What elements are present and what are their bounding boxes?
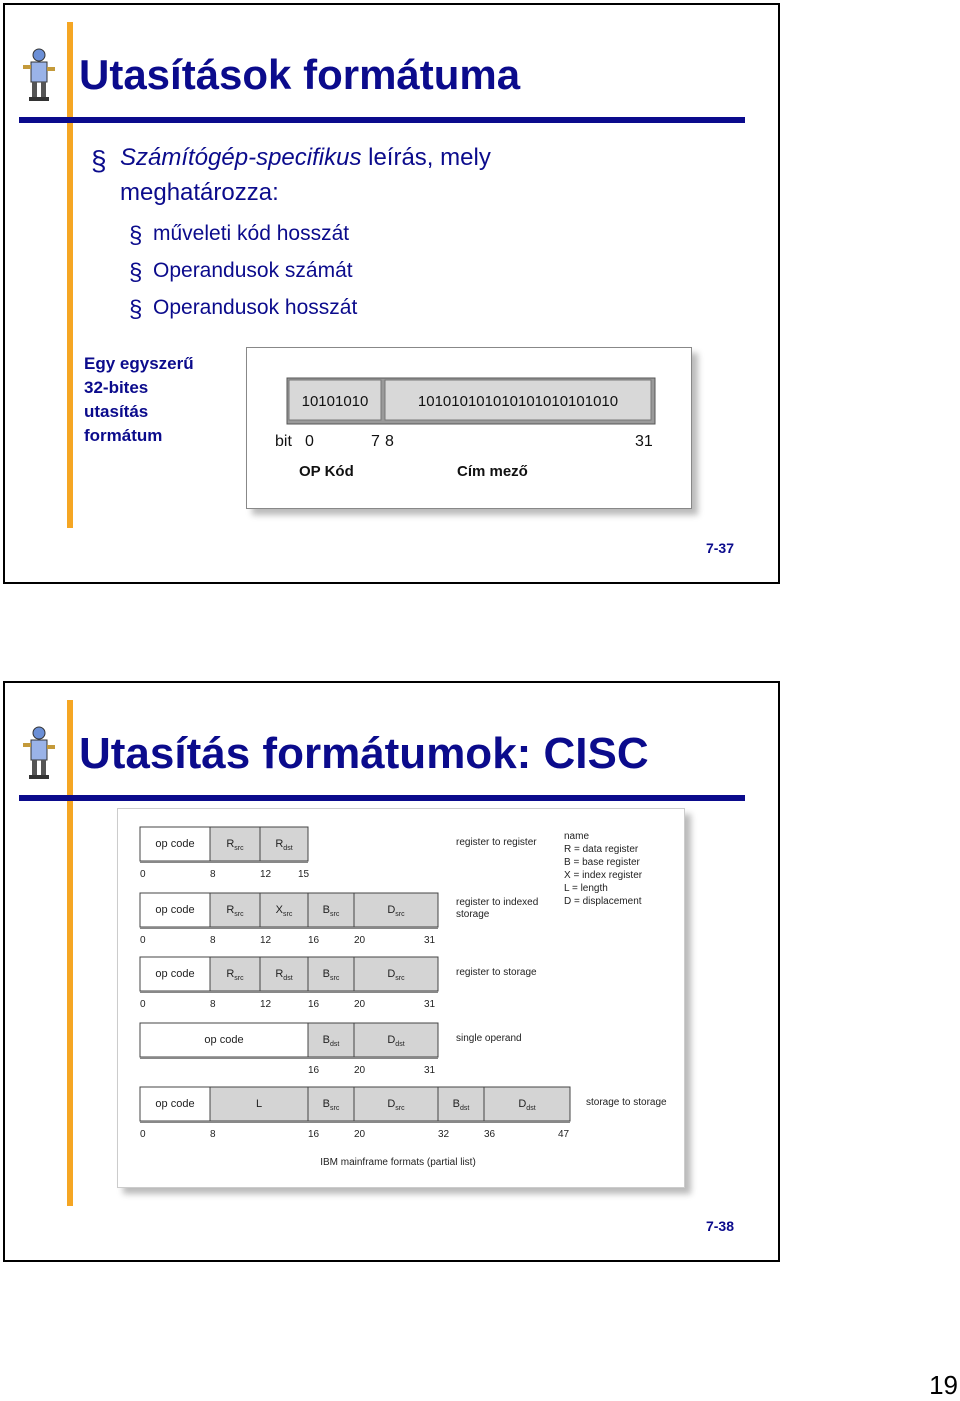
format-cell-label: $R_{src}$ xyxy=(226,904,244,918)
legend-entry: D = displacement xyxy=(564,896,642,907)
format-cell-label: op code xyxy=(155,904,195,916)
format-cell xyxy=(354,1087,438,1121)
format-cell-label: $R_{src}$ xyxy=(226,968,244,982)
format-cell-label: $R_{src}$ xyxy=(226,838,244,852)
format-cell-label: $D_{src}$ xyxy=(387,1098,405,1112)
format-cell-label: $X_{src}$ xyxy=(275,904,293,918)
bit-tick: 47 xyxy=(558,1129,570,1140)
bit-tick: 20 xyxy=(354,1065,366,1076)
sub-item-1: műveleti kód hosszát xyxy=(153,222,350,245)
sub-item-3: Operandusok hosszát xyxy=(153,296,358,319)
side-label: Egy egyszerű 32-bites utasítás formátum xyxy=(84,354,194,445)
format-cell-label: $D_{dst}$ xyxy=(387,1034,405,1048)
format-cell xyxy=(484,1087,570,1121)
bit-tick: 12 xyxy=(260,869,272,880)
bullet-text-line2: meghatározza: xyxy=(120,179,279,206)
format-cell-label: $B_{src}$ xyxy=(322,904,340,918)
bit-tick: 0 xyxy=(140,869,146,880)
bit-tick: 0 xyxy=(140,935,146,946)
sub-bullet-icon: § xyxy=(129,222,143,249)
bit-tick: 8 xyxy=(210,999,216,1010)
bit-tick: 0 xyxy=(140,999,146,1010)
bullet-text: Számítógép-specifikus leírás, mely xyxy=(120,144,491,171)
format-cell xyxy=(438,1087,484,1121)
accent-bar-vertical xyxy=(67,700,73,1206)
tick-label: 0 xyxy=(305,433,314,450)
slide-page-number: 7-37 xyxy=(705,540,734,556)
bit-tick: 8 xyxy=(210,935,216,946)
legend-entry: name xyxy=(564,831,590,842)
bit-tick: 15 xyxy=(298,869,310,880)
legend-entry: R = data register xyxy=(564,844,639,855)
format-cell xyxy=(308,1087,354,1121)
bit-tick: 16 xyxy=(308,935,320,946)
legend-entry: X = index register xyxy=(564,870,643,881)
field-label-opcode: OP Kód xyxy=(299,463,354,480)
format-cell-label: op code xyxy=(155,1098,195,1110)
sub-item-2: Operandusok számát xyxy=(153,259,353,282)
format-description: register to register xyxy=(456,837,537,848)
format-cell xyxy=(210,957,260,991)
robot-mascot-icon xyxy=(19,45,59,105)
bit-tick: 8 xyxy=(210,869,216,880)
bit-tick: 12 xyxy=(260,999,272,1010)
opcode-bits: 10101010 xyxy=(301,393,369,410)
document-page-number: 19 xyxy=(929,1370,958,1400)
format-cell-label: op code xyxy=(155,968,195,980)
bit-tick: 16 xyxy=(308,1065,320,1076)
bit-tick: 8 xyxy=(210,1129,216,1140)
format-cell-label: $B_{dst}$ xyxy=(452,1098,470,1112)
bit-tick: 0 xyxy=(140,1129,146,1140)
format-description: single operand xyxy=(456,1033,522,1044)
format-cell-label: $D_{src}$ xyxy=(387,968,405,982)
address-bits: 101010101010101010101010 xyxy=(417,393,619,410)
bullet-icon: § xyxy=(91,145,107,176)
slide-1 xyxy=(3,3,780,584)
bit-tick: 20 xyxy=(354,1129,366,1140)
bit-tick: 32 xyxy=(438,1129,450,1140)
format-cell xyxy=(308,957,354,991)
tick-label: 31 xyxy=(635,433,653,450)
accent-bar-vertical xyxy=(67,22,73,528)
tick-label: 7 xyxy=(371,433,380,450)
bit-tick: 31 xyxy=(424,935,436,946)
accent-bar-horizontal xyxy=(19,117,745,123)
bit-tick: 36 xyxy=(484,1129,496,1140)
bit-tick: 12 xyxy=(260,935,272,946)
bit-tick: 31 xyxy=(424,999,436,1010)
format-description: storage xyxy=(456,909,490,920)
format-description: register to indexed xyxy=(456,897,539,908)
format-description: register to storage xyxy=(456,967,537,978)
format-cell xyxy=(354,1023,438,1057)
format-cell-label: $B_{dst}$ xyxy=(322,1034,340,1048)
format-cell xyxy=(354,893,438,927)
sub-bullet-icon: § xyxy=(129,296,143,323)
format-cell-label: $R_{dst}$ xyxy=(275,838,293,852)
bit-tick: 31 xyxy=(424,1065,436,1076)
figure-caption: IBM mainframe formats (partial list) xyxy=(320,1157,476,1168)
bit-tick: 16 xyxy=(308,999,320,1010)
format-cell xyxy=(260,827,308,861)
format-cell-label: $D_{src}$ xyxy=(387,904,405,918)
bit-tick: 16 xyxy=(308,1129,320,1140)
slide-page-number: 7-38 xyxy=(705,1218,734,1234)
cisc-formats-figure xyxy=(117,808,685,1188)
format-description: storage to storage xyxy=(586,1097,667,1108)
format-cell xyxy=(210,893,260,927)
bit-tick: 20 xyxy=(354,935,366,946)
format-cell-label: L xyxy=(255,1098,263,1110)
format-cell xyxy=(260,957,308,991)
format-cell xyxy=(308,893,354,927)
format-cell xyxy=(260,893,308,927)
robot-mascot-icon xyxy=(19,723,59,783)
tick-label: 8 xyxy=(385,433,394,450)
field-label-address: Cím mező xyxy=(457,463,528,480)
format-cell-label: $R_{dst}$ xyxy=(275,968,293,982)
format-cell-label: $B_{src}$ xyxy=(322,1098,340,1112)
sub-bullet-icon: § xyxy=(129,259,143,286)
format-cell xyxy=(210,827,260,861)
format-cell-label: $D_{dst}$ xyxy=(518,1098,536,1112)
format-cell xyxy=(354,957,438,991)
bit-tick: 20 xyxy=(354,999,366,1010)
legend-entry: B = base register xyxy=(564,857,640,868)
format-cell xyxy=(308,1023,354,1057)
slide-title: Utasítás formátumok: CISC xyxy=(79,729,649,778)
legend-entry: L = length xyxy=(564,883,608,894)
slide-title: Utasítások formátuma xyxy=(79,51,521,98)
bit-label: bit xyxy=(275,433,292,450)
format-cell-label: op code xyxy=(204,1034,244,1046)
instruction-format-figure xyxy=(246,347,692,509)
accent-bar-horizontal xyxy=(19,795,745,801)
format-cell-label: op code xyxy=(155,838,195,850)
format-cell-label: $B_{src}$ xyxy=(322,968,340,982)
